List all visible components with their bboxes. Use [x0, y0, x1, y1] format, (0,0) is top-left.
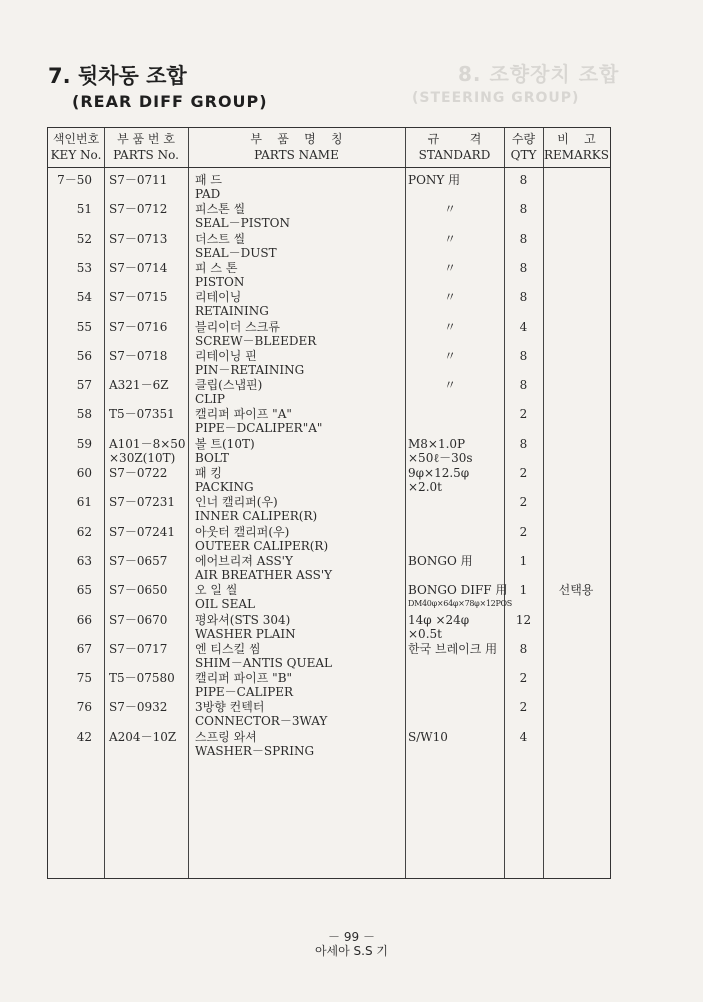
- qty-cell: [504, 583, 543, 597]
- part-number-cell: [109, 525, 189, 539]
- part-name-cell-line2: INNER CALIPER(R): [195, 509, 318, 524]
- part-name-cell-line2: BOLT: [195, 450, 229, 465]
- header-part-en: PARTS No.: [113, 148, 179, 162]
- qty-cell-line1: 8: [519, 641, 528, 656]
- ghost-subtitle-bleedthrough: (STEERING GROUP): [412, 90, 580, 106]
- key-cell-line1: 51: [76, 202, 92, 217]
- part-number-cell: [109, 202, 189, 216]
- key-cell-line1: 59: [76, 436, 92, 451]
- standard-cell-line1: 〃: [444, 348, 457, 363]
- part-name-cell-line2: OIL SEAL: [195, 597, 255, 612]
- standard-cell: [408, 290, 504, 304]
- qty-cell: [504, 554, 543, 568]
- qty-cell: [504, 437, 543, 451]
- standard-cell: [408, 437, 504, 465]
- standard-cell: [408, 466, 504, 494]
- key-cell: [48, 583, 92, 597]
- qty-cell: [504, 466, 543, 480]
- part-number-cell: [109, 320, 189, 334]
- standard-cell: [408, 642, 504, 656]
- part-name-cell: [195, 173, 405, 201]
- part-name-cell-line1: 오 일 씰: [195, 583, 238, 598]
- page-title: 7. 뒷차동 조합: [48, 64, 187, 88]
- part-number-cell-line1: A321－6Z: [109, 378, 169, 393]
- standard-cell-line1: 〃: [444, 319, 457, 334]
- part-name-cell: [195, 232, 405, 260]
- part-name-cell-line1: 평와셔(STS 304): [195, 612, 291, 627]
- part-number-cell: [109, 261, 189, 275]
- table-row: [48, 437, 610, 466]
- qty-cell-line1: 8: [519, 436, 528, 451]
- key-cell-line1: 60: [76, 466, 92, 480]
- table-row: [48, 495, 610, 524]
- part-name-cell: [195, 730, 405, 758]
- part-name-cell-line1: 더스트 씰: [195, 231, 246, 246]
- part-number-cell: [109, 700, 189, 714]
- qty-cell: [504, 495, 543, 509]
- standard-cell-line1: 9φ×12.5φ: [408, 466, 470, 480]
- table-row: [48, 378, 610, 407]
- part-number-cell-line1: A204－10Z: [109, 729, 177, 744]
- table-row: [48, 613, 610, 642]
- qty-cell-line1: 4: [519, 319, 528, 334]
- part-name-cell-line2: SCREW－BLEEDER: [195, 333, 317, 348]
- key-cell-line1: 57: [76, 378, 92, 393]
- header-name: [188, 131, 405, 163]
- key-cell-line1: 58: [76, 407, 92, 422]
- part-name-cell-line1: 블리이더 스크류: [195, 319, 280, 334]
- table-row: [48, 525, 610, 554]
- key-cell: [48, 320, 92, 334]
- table-row: [48, 554, 610, 583]
- qty-cell: [504, 261, 543, 275]
- key-cell-line1: 66: [76, 612, 92, 627]
- qty-cell: [504, 407, 543, 421]
- remarks-cell-line1: 선택용: [558, 583, 594, 598]
- key-cell: [48, 525, 92, 539]
- part-name-cell-line2: WASHER PLAIN: [195, 626, 296, 641]
- part-number-cell-line1: S7－0657: [109, 553, 168, 568]
- standard-cell: [408, 173, 504, 187]
- page-number: － 99 －: [328, 930, 375, 944]
- header-qty: [504, 131, 543, 163]
- qty-cell-line1: 8: [519, 290, 528, 305]
- part-name-cell: [195, 554, 405, 582]
- qty-cell: [504, 349, 543, 363]
- part-name-cell-line1: 리테이닝 핀: [195, 348, 257, 363]
- key-cell-line1: 42: [76, 729, 92, 744]
- part-name-cell-line1: 인너 캘리퍼(우): [195, 495, 278, 510]
- qty-cell: [504, 232, 543, 246]
- part-name-cell-line1: 피 스 톤: [195, 260, 238, 275]
- standard-cell-line1: 〃: [444, 260, 457, 275]
- qty-cell-line1: 8: [519, 260, 528, 275]
- qty-cell-line1: 4: [519, 729, 528, 744]
- part-name-cell-line2: PACKING: [195, 480, 254, 494]
- part-name-cell-line1: 리테이닝: [195, 290, 242, 305]
- standard-cell: [408, 378, 504, 392]
- qty-cell: [504, 525, 543, 539]
- qty-cell-line1: 1: [519, 583, 528, 598]
- part-number-cell-line1: S7－0722: [109, 466, 168, 480]
- part-number-cell-line1: S7－07241: [109, 524, 176, 539]
- part-number-cell: [109, 554, 189, 568]
- key-cell: [48, 671, 92, 685]
- part-number-cell: [109, 232, 189, 246]
- table-row: [48, 730, 610, 759]
- qty-cell: [504, 730, 543, 744]
- table-row: [48, 349, 610, 378]
- key-cell: [48, 642, 92, 656]
- part-name-cell-line2: CONNECTOR－3WAY: [195, 714, 328, 729]
- part-number-cell-line1: S7－0716: [109, 319, 168, 334]
- part-number-cell: [109, 671, 189, 685]
- header-name-ko: 부 품 명 칭: [250, 132, 343, 146]
- part-number-cell-line1: T5－07351: [109, 407, 175, 422]
- standard-cell: [408, 320, 504, 334]
- part-name-cell-line1: 피스톤 씰: [195, 202, 246, 217]
- qty-cell: [504, 642, 543, 656]
- key-cell: [48, 290, 92, 304]
- part-name-cell-line1: 스프링 와셔: [195, 729, 257, 744]
- part-name-cell: [195, 700, 405, 728]
- header-remarks: [543, 131, 610, 163]
- table-row: [48, 173, 610, 202]
- part-number-cell-line1: T5－07580: [109, 671, 175, 686]
- part-number-cell: [109, 495, 189, 509]
- qty-cell-line1: 2: [519, 671, 528, 686]
- header-key-ko: 색인번호: [52, 132, 100, 146]
- header-key-en: KEY No.: [50, 148, 102, 162]
- key-cell: [48, 613, 92, 627]
- key-cell-line1: 53: [76, 260, 92, 275]
- qty-cell: [504, 320, 543, 334]
- qty-cell-line1: 1: [519, 553, 528, 568]
- key-cell-line1: 61: [76, 495, 92, 510]
- standard-cell: [408, 349, 504, 363]
- qty-cell-line1: 2: [519, 407, 528, 422]
- part-name-cell-line1: 패 드: [195, 173, 222, 187]
- part-number-cell-line1: S7－0932: [109, 700, 168, 715]
- part-number-cell-line1: S7－0714: [109, 260, 168, 275]
- part-number-cell: [109, 173, 189, 187]
- part-name-cell: [195, 613, 405, 641]
- table-row: [48, 671, 610, 700]
- header-part-ko: 부 품 번 호: [117, 132, 175, 146]
- part-name-cell-line2: SEAL－PISTON: [195, 216, 290, 231]
- key-cell-line1: 7－50: [57, 173, 92, 187]
- key-cell: [48, 554, 92, 568]
- qty-cell: [504, 378, 543, 392]
- part-name-cell-line1: 3방향 컨텍터: [195, 700, 265, 715]
- standard-cell-line1: M8×1.0P: [408, 436, 466, 451]
- standard-cell-line1: 〃: [444, 231, 457, 246]
- part-name-cell-line2: PAD: [195, 187, 221, 201]
- part-name-cell: [195, 525, 405, 553]
- standard-cell-line1: 〃: [444, 378, 457, 393]
- key-cell-line1: 56: [76, 348, 92, 363]
- part-name-cell: [195, 320, 405, 348]
- header-name-en: PARTS NAME: [254, 148, 339, 162]
- table-row: [48, 583, 610, 612]
- footer-brand: 아세아 S.S 기: [314, 944, 389, 958]
- part-name-cell: [195, 290, 405, 318]
- part-name-cell-line1: 엔 티스킬 씸: [195, 641, 261, 656]
- header-qty-ko: 수량: [511, 132, 536, 146]
- part-name-cell: [195, 466, 405, 494]
- qty-cell-line1: 2: [519, 466, 528, 480]
- table-row: [48, 290, 610, 319]
- key-cell-line1: 62: [76, 524, 92, 539]
- qty-cell: [504, 613, 543, 627]
- standard-cell: [408, 261, 504, 275]
- qty-cell-line1: 12: [515, 612, 532, 627]
- standard-cell-line1: BONGO DIFF 用: [408, 583, 508, 598]
- part-name-cell-line1: 아웃터 캘리퍼(우): [195, 524, 290, 539]
- key-cell: [48, 232, 92, 246]
- part-name-cell-line2: OUTEER CALIPER(R): [195, 538, 329, 553]
- part-name-cell-line2: SEAL－DUST: [195, 245, 277, 260]
- part-name-cell: [195, 202, 405, 230]
- key-cell: [48, 349, 92, 363]
- part-name-cell-line2: PISTON: [195, 274, 245, 289]
- part-name-cell-line2: PIPE－CALIPER: [195, 685, 294, 700]
- key-cell-line1: 54: [76, 290, 92, 305]
- header-standard: [405, 131, 504, 163]
- key-cell: [48, 466, 92, 480]
- standard-cell-line1: 한국 브레이크 用: [408, 641, 498, 656]
- standard-cell-line2: DM40φ×64φ×78φ×12POS: [408, 599, 512, 609]
- qty-cell-line1: 8: [519, 231, 528, 246]
- part-name-cell-line1: 클립(스냅핀): [195, 378, 263, 393]
- qty-cell-line1: 8: [519, 173, 528, 187]
- standard-cell: [408, 583, 512, 611]
- part-name-cell-line1: 캘리퍼 파이프 "A": [195, 407, 292, 422]
- part-name-cell-line1: 패 킹: [195, 466, 222, 480]
- key-cell-line1: 55: [76, 319, 92, 334]
- header-remarks-en: REMARKS: [544, 148, 609, 162]
- part-number-cell: [109, 378, 189, 392]
- header-qty-en: QTY: [510, 148, 537, 162]
- part-number-cell-line1: S7－0650: [109, 583, 168, 598]
- qty-cell: [504, 700, 543, 714]
- qty-cell: [504, 671, 543, 685]
- qty-cell: [504, 202, 543, 216]
- part-name-cell: [195, 642, 405, 670]
- standard-cell: [408, 202, 504, 216]
- standard-cell: [408, 730, 504, 744]
- part-number-cell: [109, 583, 189, 597]
- table-row: [48, 642, 610, 671]
- part-number-cell: [109, 407, 189, 421]
- part-name-cell-line1: 에어브리져 ASS'Y: [195, 553, 293, 568]
- part-number-cell-line2: ×30Z(10T): [109, 450, 176, 465]
- standard-cell-line2: ×0.5t: [408, 626, 442, 641]
- part-name-cell-line2: SHIM－ANTIS QUEAL: [195, 655, 333, 670]
- standard-cell-line1: BONGO 用: [408, 553, 473, 568]
- qty-cell-line1: 8: [519, 202, 528, 217]
- table-row: [48, 232, 610, 261]
- part-name-cell: [195, 671, 405, 699]
- ghost-title-bleedthrough: 8. 조향장치 조합: [458, 62, 620, 86]
- key-cell: [48, 378, 92, 392]
- table-row: [48, 320, 610, 349]
- part-name-cell: [195, 583, 405, 611]
- parts-table: [47, 127, 611, 879]
- qty-cell: [504, 173, 543, 187]
- key-cell: [48, 437, 92, 451]
- part-number-cell-line1: S7－0713: [109, 231, 168, 246]
- standard-cell-line1: 〃: [444, 290, 457, 305]
- header-remarks-ko: 비 고: [557, 132, 596, 146]
- key-cell-line1: 65: [76, 583, 92, 598]
- part-number-cell: [109, 349, 189, 363]
- part-name-cell-line2: WASHER－SPRING: [195, 743, 315, 758]
- standard-cell-line1: S/W10: [408, 729, 448, 744]
- key-cell: [48, 495, 92, 509]
- part-name-cell-line2: AIR BREATHER ASS'Y: [195, 567, 333, 582]
- qty-cell-line1: 8: [519, 348, 528, 363]
- standard-cell: [408, 232, 504, 246]
- standard-cell-line1: 〃: [444, 202, 457, 217]
- standard-cell: [408, 554, 504, 568]
- key-cell: [48, 261, 92, 275]
- part-number-cell-line1: S7－0718: [109, 348, 168, 363]
- part-number-cell-line1: A101－8×50: [109, 436, 186, 451]
- qty-cell: [504, 290, 543, 304]
- remarks-cell: [543, 583, 609, 597]
- key-cell-line1: 52: [76, 231, 92, 246]
- qty-cell-line1: 8: [519, 378, 528, 393]
- part-name-cell-line1: 볼 트(10T): [195, 436, 255, 451]
- key-cell: [48, 730, 92, 744]
- header-divider: [48, 167, 610, 168]
- part-name-cell-line2: PIN－RETAINING: [195, 362, 305, 377]
- part-number-cell: [109, 613, 189, 627]
- qty-cell-line1: 2: [519, 495, 528, 510]
- part-name-cell: [195, 349, 405, 377]
- standard-cell-line2: ×2.0t: [408, 480, 442, 494]
- part-number-cell-line1: S7－07231: [109, 495, 176, 510]
- part-number-cell-line1: S7－0670: [109, 612, 168, 627]
- part-number-cell-line1: S7－0712: [109, 202, 168, 217]
- part-number-cell: [109, 466, 189, 480]
- part-name-cell-line2: RETAINING: [195, 304, 269, 319]
- key-cell: [48, 407, 92, 421]
- qty-cell-line1: 2: [519, 700, 528, 715]
- key-cell-line1: 67: [76, 641, 92, 656]
- qty-cell-line1: 2: [519, 524, 528, 539]
- part-name-cell: [195, 437, 405, 465]
- key-cell-line1: 63: [76, 553, 92, 568]
- header-standard-en: STANDARD: [418, 148, 491, 162]
- part-number-cell: [109, 437, 189, 465]
- part-name-cell-line2: CLIP: [195, 392, 225, 407]
- header-key: [48, 131, 104, 163]
- table-row: [48, 700, 610, 729]
- key-cell: [48, 202, 92, 216]
- header-part: [104, 131, 188, 163]
- part-number-cell: [109, 730, 189, 744]
- standard-cell-line2: ×50ℓ－30s: [408, 450, 473, 465]
- part-name-cell: [195, 378, 405, 406]
- part-name-cell-line2: PIPE－DCALIPER"A": [195, 421, 323, 436]
- page-subtitle: (REAR DIFF GROUP): [72, 92, 268, 111]
- part-name-cell-line1: 캘리퍼 파이프 "B": [195, 671, 293, 686]
- part-number-cell-line1: S7－0717: [109, 641, 168, 656]
- part-number-cell: [109, 642, 189, 656]
- part-number-cell-line1: S7－0715: [109, 290, 168, 305]
- key-cell: [48, 173, 92, 187]
- key-cell: [48, 700, 92, 714]
- header-standard-ko: 규 격: [427, 132, 482, 146]
- part-name-cell: [195, 495, 405, 523]
- key-cell-line1: 75: [76, 671, 92, 686]
- table-row: [48, 407, 610, 436]
- standard-cell-line1: 14φ ×24φ: [408, 612, 470, 627]
- standard-cell-line1: PONY 用: [408, 173, 461, 187]
- part-number-cell: [109, 290, 189, 304]
- table-row: [48, 466, 610, 495]
- key-cell-line1: 76: [76, 700, 92, 715]
- part-number-cell-line1: S7－0711: [109, 173, 168, 187]
- part-name-cell: [195, 261, 405, 289]
- standard-cell: [408, 613, 504, 641]
- table-row: [48, 202, 610, 231]
- table-row: [48, 261, 610, 290]
- part-name-cell: [195, 407, 405, 435]
